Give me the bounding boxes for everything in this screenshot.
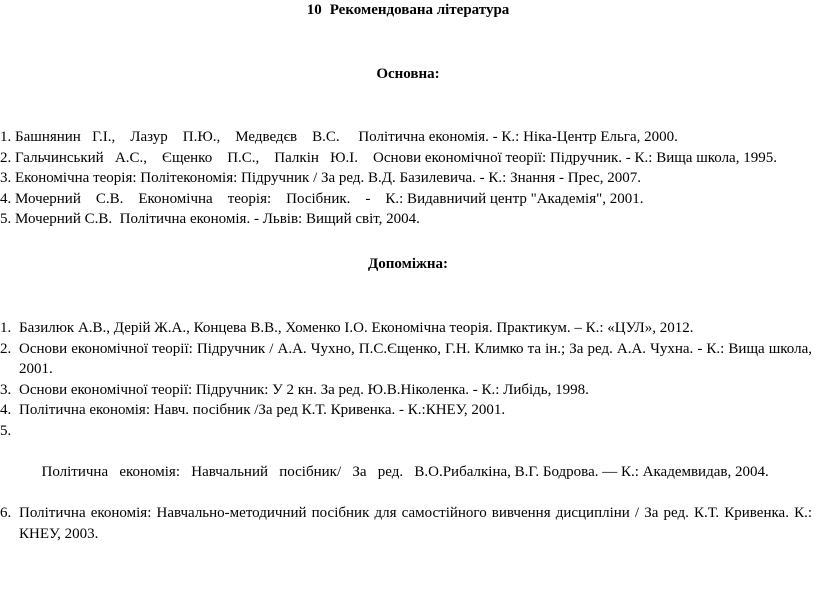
- list-item: [0, 421, 812, 503]
- auxiliary-literature-list: [0, 318, 812, 545]
- list-number: 2.: [0, 340, 12, 357]
- list-item: [0, 318, 812, 339]
- auxiliary-literature-heading: Допоміжна:: [367, 256, 449, 272]
- main-literature-list: [0, 127, 812, 230]
- list-number: 4.: [0, 402, 12, 419]
- heading-text: Рекомендована література: [329, 2, 510, 18]
- list-item-text: Базилюк А.В., Дерій Ж.А., Концева В.В., Хоменко І.О. Економічна теорія. Практикум. – К.: «ЦУЛ», 2012.: [19, 320, 694, 336]
- list-item: [0, 503, 812, 544]
- list-number: 6.: [0, 505, 12, 522]
- heading-number: 10: [306, 2, 322, 18]
- list-item: 4. Мочерний С.В. Економічна теорія: Посібник. - К.: Видавничий центр "Академія", 2001.: [0, 190, 644, 207]
- list-item-text: Політична економія: Навчальний посібник/ За ред. В.О.Рибалкіна, В.Г. Бодрова. — К.: Академвидав, 2004.: [41, 464, 769, 481]
- main-literature-heading: Основна:: [376, 66, 440, 82]
- list-number: 3.: [0, 381, 12, 398]
- list-number: 5.: [0, 422, 12, 439]
- list-item: 1. Башнянин Г.І., Лазур П.Ю., Медведєв В.С. Політична економія. - К.: Ніка-Центр Ельга, 2000.: [0, 129, 678, 145]
- list-item-text: Політична економія: Навч. посібник /За ред К.Т. Кривенка. - К.:КНЕУ, 2001.: [19, 402, 506, 419]
- list-number: 1.: [0, 320, 12, 336]
- list-item: 2. Гальчинський А.С., Єщенко П.С., Палкін Ю.І. Основи економічної теорії: Підручник. - К.: Вища школа, 1995.: [0, 149, 777, 166]
- list-item: [0, 339, 812, 380]
- page-title: [0, 2, 816, 19]
- list-item: [0, 380, 812, 401]
- list-item: 3. Економічна теорія: Політекономія: Підручник / За ред. В.Д. Базилевича. - К.: Знання - Прес, 2007.: [0, 170, 642, 187]
- list-item-text: Основи економічної теорії: Підручник / А.А. Чухно, П.С.Єщенко, Г.Н. Климко та ін.; За ред. А.А. Чухна. - К.: Вища школа, 2001.: [19, 340, 812, 378]
- list-item: 5. Мочерний С.В. Політична економія. - Львів: Вищий світ, 2004.: [0, 211, 420, 228]
- list-item-text: Основи економічної теорії: Підручник: У 2 кн. За ред. Ю.В.Ніколенка. - К.: Либідь, 1998.: [19, 381, 589, 398]
- list-item: [0, 400, 812, 421]
- list-item-text: Політична економія: Навчально-методичний посібник для самостійного вивчення дисципліни / За ред. К.Т. Кривенка. К.: КНЕУ, 2003.: [19, 505, 812, 542]
